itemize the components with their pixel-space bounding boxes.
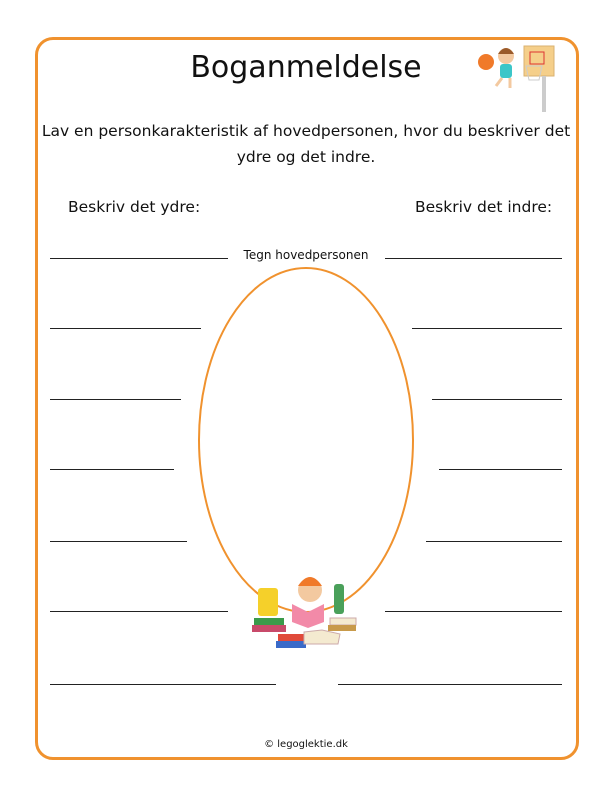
outer-writing-line[interactable] [50,258,228,259]
inner-description-label: Beskriv det indre: [415,198,553,216]
reading-kid-books-illustration [248,570,363,656]
inner-writing-line[interactable] [338,684,562,685]
copyright-footer: © legoglektie.dk [264,739,348,750]
outer-writing-line[interactable] [50,399,181,400]
outer-writing-line[interactable] [50,328,201,329]
outer-writing-line[interactable] [50,541,187,542]
instruction-text: Lav en personkarakteristik af hovedpersonen, hvor du beskriver det ydre og det indre. [41,122,571,166]
inner-writing-line[interactable] [426,541,562,542]
outer-writing-line[interactable] [50,684,276,685]
inner-writing-line[interactable] [412,328,562,329]
inner-writing-line[interactable] [385,258,562,259]
drawing-oval[interactable] [195,265,417,615]
inner-writing-line[interactable] [439,469,562,470]
page-title: Boganmeldelse [190,50,422,85]
basketball-kid-illustration [474,42,564,112]
outer-writing-line[interactable] [50,469,174,470]
draw-main-character-label: Tegn hovedpersonen [243,248,369,262]
outer-description-label: Beskriv det ydre: [68,198,201,216]
inner-writing-line[interactable] [432,399,562,400]
